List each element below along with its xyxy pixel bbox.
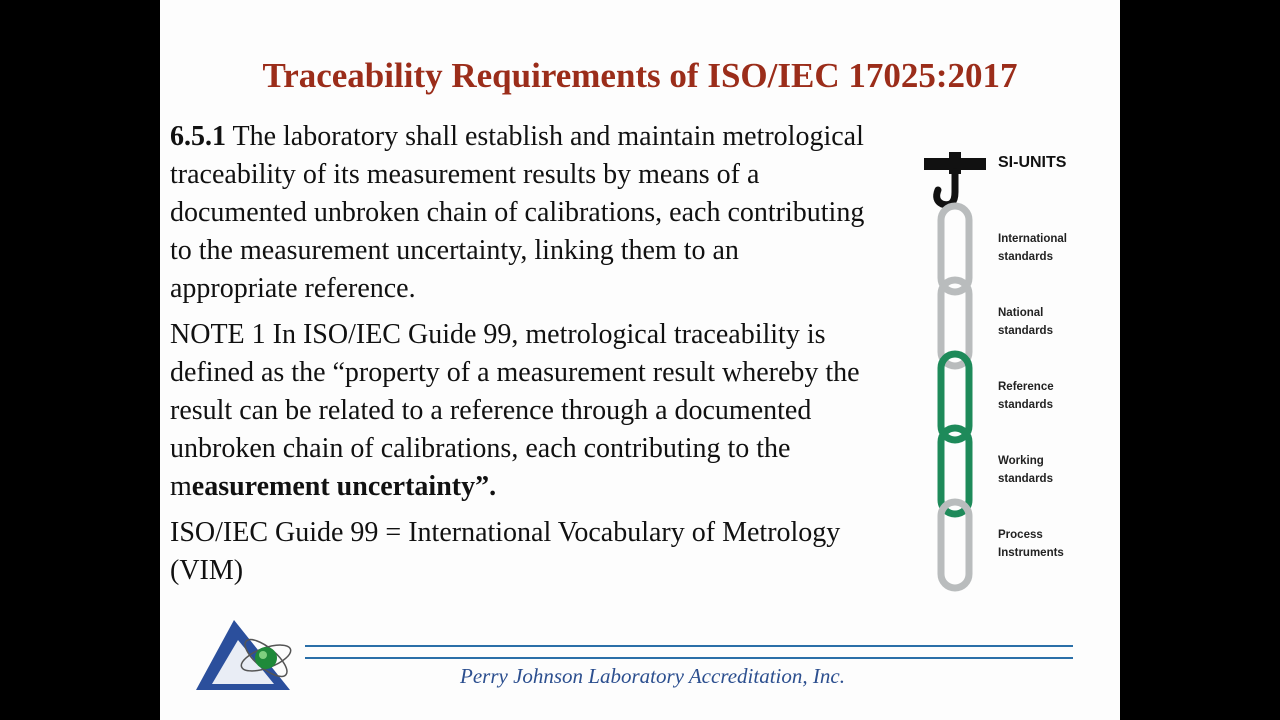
chain-label-international: International standards [998,233,1068,263]
traceability-chain [920,148,1100,598]
si-units-label: SI-UNITS [998,154,1067,171]
clause-number: 6.5.1 [170,121,226,152]
logo-atom-icon [255,647,277,669]
note-bold-text: easurement uncertainty”. [191,471,497,502]
chain-label-process: Process Instruments [998,529,1064,559]
chain-label-national: National standards [998,307,1053,337]
guide-paragraph: ISO/IEC Guide 99 = International Vocabulary of Metrology (VIM) [170,517,841,586]
slide-body [170,118,870,598]
note-paragraph [170,316,870,506]
clause-paragraph [170,118,870,308]
pjla-logo [194,618,294,698]
footer-company-name: Perry Johnson Laboratory Accreditation, Inc. [460,664,845,688]
footer-line-top [305,645,1073,647]
slide-title: Traceability Requirements of ISO/IEC 17025:2017 [262,56,1018,95]
slide [160,0,1120,720]
chain-label-reference: Reference standards [998,381,1054,411]
clause-text: The laboratory shall establish and maintain metrological traceability of its measurement results by means of a documented unbroken chain of calibrations, each contributing to the measurement uncertainty, linking them to an appropriate reference. [170,121,865,304]
note-text: NOTE 1 In ISO/IEC Guide 99, metrological traceability is defined as the “property of a measurement result whereby the result can be related to a reference through a documented unbroken chain of calibrations, each contributing to the m [170,319,860,502]
chain-label-working: Working standards [998,455,1053,485]
hook-icon [924,152,986,205]
footer-line-bottom [305,657,1073,659]
